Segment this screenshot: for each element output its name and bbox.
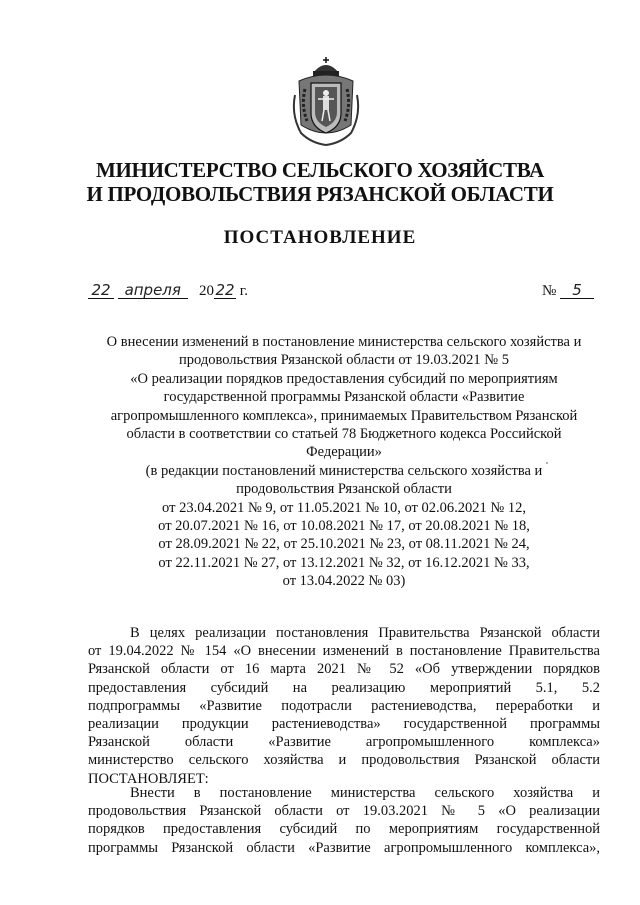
- subject-line: (в редакции постановлений министерства сельского хозяйства и: [145, 462, 543, 479]
- subject-line: О внесении изменений в постановление министерства сельского хозяйства и: [106, 334, 582, 350]
- ministry-name-line2: И ПРОДОВОЛЬСТВИЯ РЯЗАНСКОЙ ОБЛАСТИ: [86, 182, 554, 206]
- subject-line: Федерации»: [306, 444, 382, 461]
- coat-of-arms-emblem: [291, 55, 361, 147]
- paragraph-decision: [88, 784, 600, 857]
- date-month: апреля: [118, 282, 188, 299]
- subject-line: от 22.11.2021 № 27, от 13.12.2021 № 32, от 16.12.2021 № 33,: [158, 554, 530, 571]
- number-value: 5: [560, 282, 594, 299]
- paragraph-line: Рязанской области от 16 марта 2021 № 52 «Об утверждении порядков: [88, 661, 600, 678]
- subject-line: от 28.09.2021 № 22, от 25.10.2021 № 23, от 08.11.2021 № 24,: [158, 536, 530, 553]
- subject-line: от 23.04.2021 № 9, от 11.05.2021 № 10, от 02.06.2021 № 12,: [162, 499, 526, 516]
- paragraph-line: порядков предоставления субсидий по мероприятиям государственной: [88, 821, 600, 838]
- paragraph-line: В целях реализации постановления Правительства Рязанской области: [130, 625, 600, 641]
- ministry-name-line1: МИНИСТЕРСТВО СЕЛЬСКОГО ХОЗЯЙСТВА: [95, 158, 545, 182]
- document-type-title: ПОСТАНОВЛЕНИЕ: [223, 227, 417, 248]
- paragraph-line: продовольствия Рязанской области от 19.03.2021 № 5 «О реализации: [88, 803, 600, 820]
- paragraph-line: подпрограммы «Развитие подотрасли растениеводства, переработки и: [88, 697, 600, 714]
- subject-line: «О реализации порядков предоставления субсидий по мероприятиям: [130, 370, 558, 387]
- document-number: [542, 282, 594, 300]
- paragraph-line: программы Рязанской области «Развитие агропромышленного комплекса»,: [88, 839, 600, 856]
- number-label: №: [541, 283, 557, 299]
- subject-line: продовольствия Рязанской области от 19.03.2021 № 5: [179, 352, 509, 369]
- scan-speck: [546, 462, 548, 464]
- date-day: 22: [88, 282, 114, 299]
- date-year-unit: г.: [239, 283, 248, 299]
- subject-line: продовольствия Рязанской области: [236, 481, 452, 498]
- document-date: [88, 282, 248, 300]
- document-subject: [88, 333, 600, 591]
- paragraph-line: от 19.04.2022 № 154 «О внесении изменений в постановление Правительства: [88, 643, 600, 660]
- date-year-suffix: 22: [215, 281, 235, 299]
- paragraph-line: Рязанской области «Развитие агропромышленного комплекса»: [88, 734, 600, 751]
- subject-line: агропромышленного комплекса», принимаемых Правительством Рязанской: [110, 407, 578, 424]
- subject-line: от 13.04.2022 № 03): [282, 573, 406, 590]
- subject-line: государственной программы Рязанской области «Развитие: [163, 389, 525, 406]
- paragraph-line: ПОСТАНОВЛЯЕТ:: [88, 770, 209, 787]
- paragraph-line: Внести в постановление министерства сельского хозяйства и: [130, 785, 600, 801]
- paragraph-preamble: [88, 624, 600, 788]
- paragraph-line: министерство сельского хозяйства и продовольствия Рязанской области: [88, 752, 600, 769]
- subject-line: от 20.07.2021 № 16, от 10.08.2021 № 17, от 20.08.2021 № 18,: [158, 518, 530, 535]
- date-year-prefix: 20: [199, 283, 214, 299]
- paragraph-line: предоставления субсидий на реализацию мероприятий 5.1, 5.2: [88, 679, 600, 696]
- paragraph-line: реализации продукции растениеводства» государственной программы: [88, 716, 600, 733]
- subject-line: области в соответствии со статьей 78 Бюджетного кодекса Российской: [126, 426, 562, 443]
